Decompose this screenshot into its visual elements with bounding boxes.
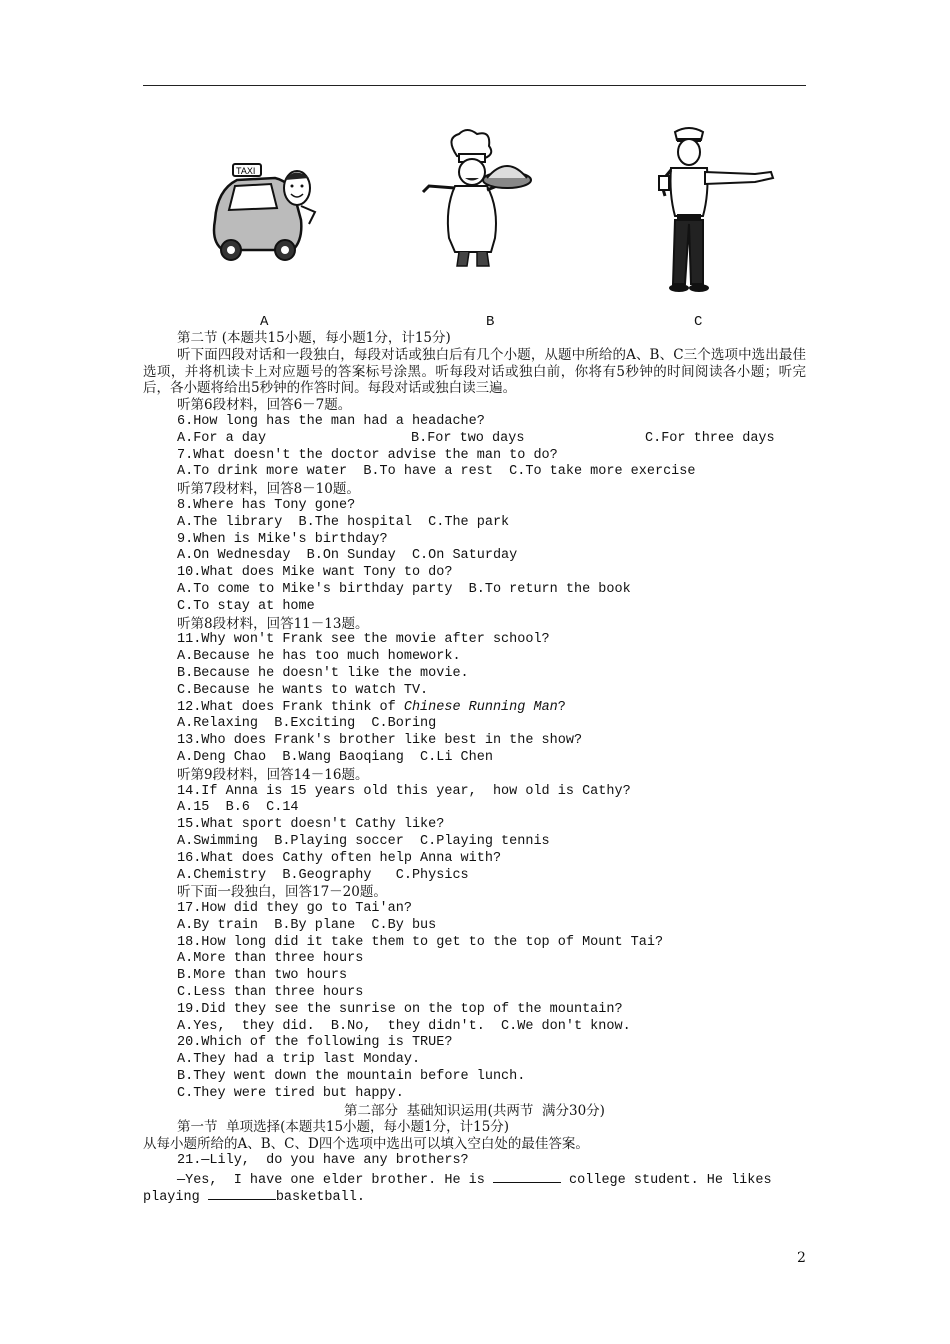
question-12-options: A.Relaxing B.Exciting C.Boring [177, 716, 437, 732]
police-officer-icon [655, 124, 780, 299]
section-1-heading: 第一节 单项选择(本题共15小题，每小题1分，计15分) [177, 1119, 510, 1136]
material-7-heading: 听第7段材料，回答8－10题。 [177, 481, 360, 498]
picture-a [205, 150, 325, 265]
monologue-heading: 听下面一段独白，回答17－20题。 [177, 884, 387, 901]
option-6b: B.For two days [411, 430, 525, 446]
question-17-options: A.By train B.By plane C.By bus [177, 917, 437, 933]
question-8-options: A.The library B.The hospital C.The park [177, 514, 510, 530]
material-9-heading: 听第9段材料，回答14－16题。 [177, 766, 369, 783]
picture-c-label: C [694, 314, 703, 330]
option-11a: A.Because he has too much homework. [177, 649, 461, 665]
chef-icon [415, 128, 535, 270]
question-21-text-b: college student. He likes [560, 1172, 772, 1188]
question-20: 20.Which of the following is TRUE? [177, 1035, 453, 1051]
question-14: 14.If Anna is 15 years old this year, how old is Cathy? [177, 783, 631, 799]
question-16: 16.What does Cathy often help Anna with? [177, 850, 502, 866]
picture-a-label: A [260, 314, 269, 330]
question-21-text-a: —Yes, I have one elder brother. He is [177, 1172, 493, 1188]
answer-blank [208, 1187, 276, 1200]
part-2-heading: 第二部分 基础知识运用(共两节 满分30分) [344, 1102, 605, 1119]
question-16-options: A.Chemistry B.Geography C.Physics [177, 867, 469, 883]
page-number: 2 [797, 1250, 806, 1266]
question-21-line-2 [143, 1170, 806, 1187]
option-6a: A.For a day [177, 430, 267, 446]
option-6c: C.For three days [645, 430, 775, 446]
question-12 [143, 700, 806, 717]
question-6: 6.How long has the man had a headache? [177, 413, 485, 429]
section-title: 第二节 (本题共15小题，每小题1分，计15分) [177, 330, 451, 346]
show-title: Chinese Running Man [403, 699, 558, 715]
question-11: 11.Why won't Frank see the movie after school? [177, 632, 550, 648]
question-13: 13.Who does Frank's brother like best in the show? [177, 733, 583, 749]
option-18c: C.Less than three hours [177, 985, 364, 1001]
question-9-options: A.On Wednesday B.On Sunday C.On Saturday [177, 548, 518, 564]
question-14-options: A.15 B.6 C.14 [177, 800, 299, 816]
question-21: 21.—Lily, do you have any brothers? [177, 1153, 469, 1169]
question-21-text-d: basketball. [275, 1189, 365, 1205]
question-19: 19.Did they see the sunrise on the top of the mountain? [177, 1001, 623, 1017]
option-20a: A.They had a trip last Monday. [177, 1052, 421, 1068]
material-6-heading: 听第6段材料，回答6－7题。 [177, 397, 352, 414]
question-6-options [143, 431, 806, 448]
material-8-heading: 听第8段材料，回答11－13题。 [177, 615, 369, 632]
exam-content [143, 330, 806, 1203]
question-19-options: A.Yes, they did. B.No, they didn't. C.We don't know. [177, 1018, 631, 1034]
question-10-options-1: A.To come to Mike's birthday party B.To return the book [177, 581, 631, 597]
question-9: 9.When is Mike's birthday? [177, 531, 388, 547]
picture-b [415, 128, 535, 270]
question-10: 10.What does Mike want Tony to do? [177, 565, 453, 581]
picture-b-label: B [486, 314, 495, 330]
option-20c: C.They were tired but happy. [177, 1085, 404, 1101]
option-11b: B.Because he doesn't like the movie. [177, 665, 469, 681]
question-12-text: 12.What does Frank think of [177, 699, 404, 715]
picture-c [655, 124, 780, 299]
question-18: 18.How long did it take them to get to the top of Mount Tai? [177, 934, 664, 950]
option-18a: A.More than three hours [177, 951, 364, 967]
svg-text:TAXI: TAXI [236, 166, 256, 176]
option-20b: B.They went down the mountain before lunch. [177, 1069, 526, 1085]
question-21-text-c: playing [143, 1189, 208, 1205]
section-instructions: 听下面四段对话和一段独白，每段对话或独白后有几个小题，从题中所给的A、B、C三个选项中选出最佳选项，并将机读卡上对应题号的答案标号涂黑。听每段对话或独白前，你将有5秒钟的时间阅读各小题；听完后，各小题将给出5秒钟的作答时间。每段对话或独白读三遍。 [143, 346, 806, 397]
question-17: 17.How did they go to Tai'an? [177, 901, 412, 917]
option-11c: C.Because he wants to watch TV. [177, 682, 429, 698]
header-rule [143, 85, 806, 86]
question-7-options: A.To drink more water B.To have a rest C.To take more exercise [177, 464, 696, 480]
section-1-instructions: 从每小题所给的A、B、C、D四个选项中选出可以填入空白处的最佳答案。 [143, 1136, 589, 1153]
question-13-options: A.Deng Chao B.Wang Baoqiang C.Li Chen [177, 749, 493, 765]
question-7: 7.What doesn't the doctor advise the man to do? [177, 447, 558, 463]
question-21-line-3 [143, 1187, 806, 1204]
question-8: 8.Where has Tony gone? [177, 497, 356, 513]
answer-blank [493, 1170, 561, 1183]
question-12-end: ? [557, 699, 566, 715]
taxi-driver-icon [205, 150, 325, 265]
question-10-options-2: C.To stay at home [177, 598, 315, 614]
question-15: 15.What sport doesn't Cathy like? [177, 817, 445, 833]
question-15-options: A.Swimming B.Playing soccer C.Playing tennis [177, 833, 550, 849]
option-18b: B.More than two hours [177, 968, 348, 984]
